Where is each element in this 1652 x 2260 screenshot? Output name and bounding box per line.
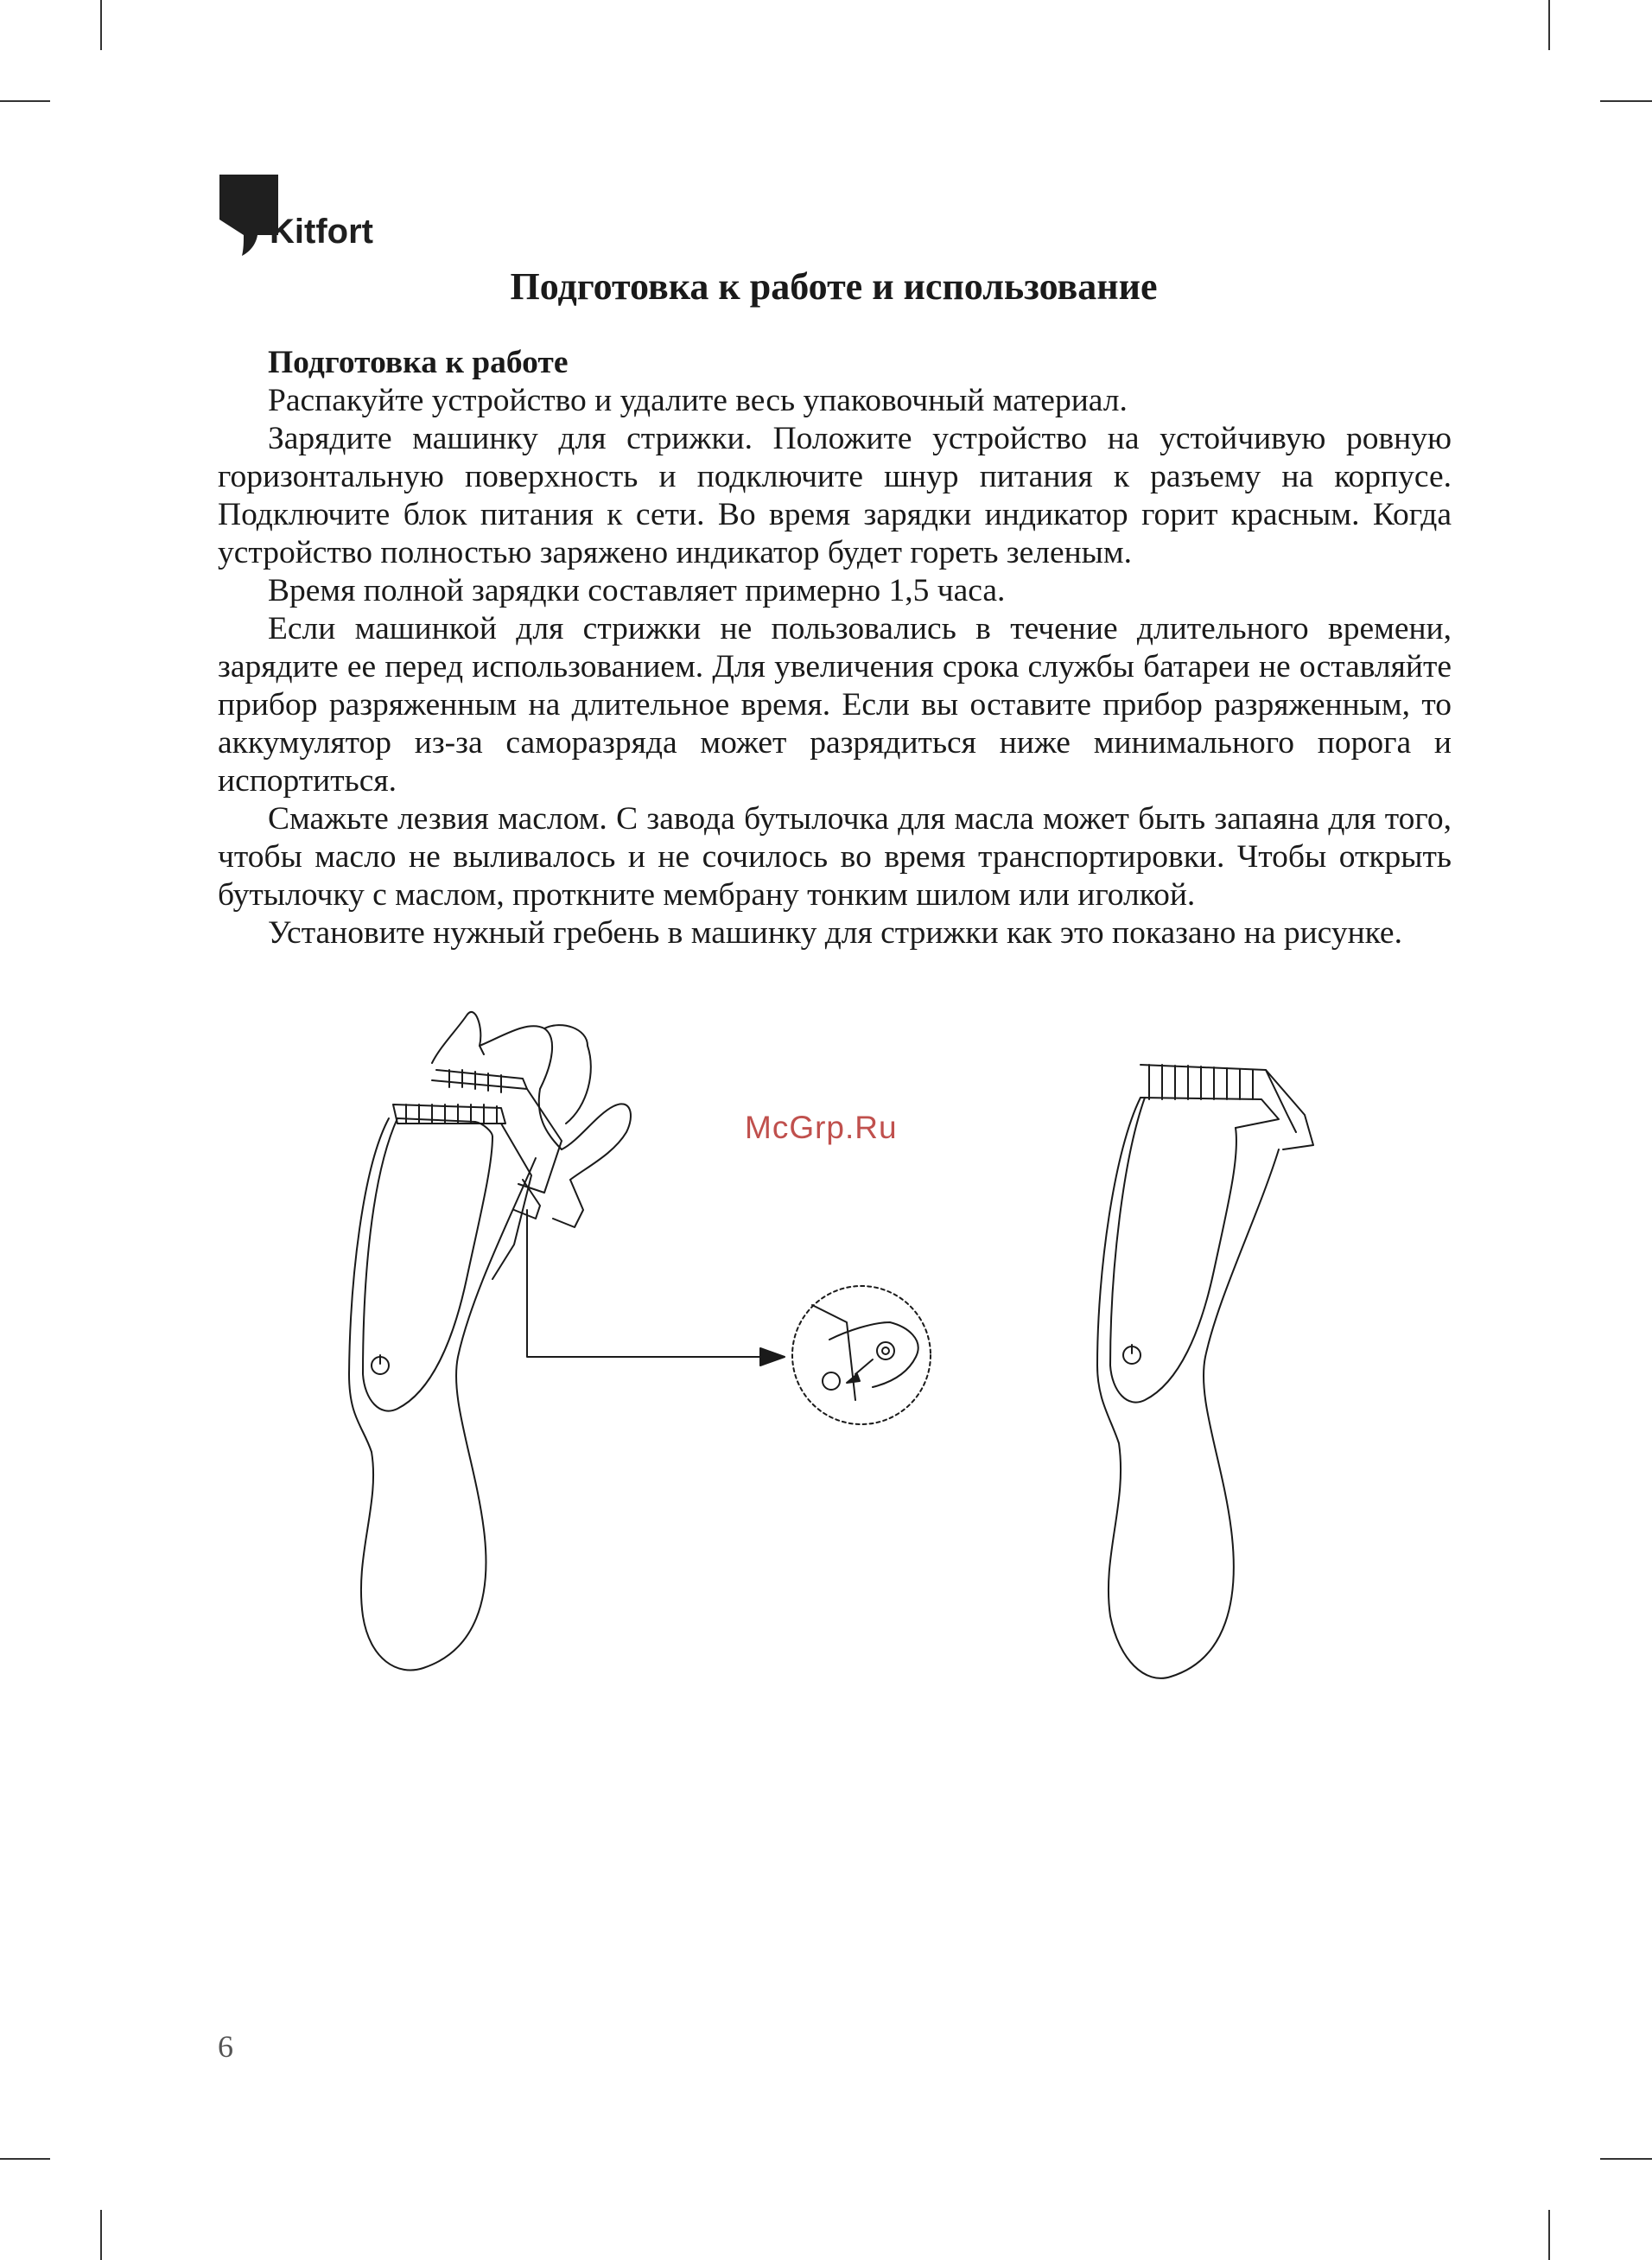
brand-name: Kitfort bbox=[270, 213, 373, 251]
watermark: McGrp.Ru bbox=[745, 1110, 898, 1145]
crop-mark bbox=[1600, 2158, 1652, 2160]
crop-mark bbox=[100, 2210, 102, 2260]
instructions-section bbox=[218, 344, 1452, 952]
paragraph: Распакуйте устройство и удалите весь упаковочный материал. bbox=[268, 383, 1128, 418]
crop-mark bbox=[0, 2158, 50, 2160]
paragraph: Установите нужный гребень в машинку для стрижки как это показано на рисунке. bbox=[268, 915, 1402, 951]
crop-mark bbox=[1548, 0, 1550, 50]
crop-mark bbox=[1548, 2210, 1550, 2260]
paragraph: Зарядите машинку для стрижки. Положите устройство на устойчивую ровную горизонтальную поверхность и подключите шнур питания к разъему на корпусе. Подключите блок питания к сети. Во время зарядки индикатор горит красным. Когда устройство полностью заряжено индикатор будет гореть зеленым. bbox=[218, 421, 1452, 570]
crop-mark bbox=[1600, 100, 1652, 102]
callout-arrow-icon bbox=[527, 1210, 785, 1366]
paragraph: Если машинкой для стрижки не пользовались в течение длительного времени, зарядите ее перед использованием. Для увеличения срока службы батареи не оставляйте прибор разряженным на длительное время. Если вы оставите прибор разряженным, то аккумулятор из-за саморазряда может разрядиться ниже минимального порога и испортиться. bbox=[218, 611, 1452, 799]
crop-mark bbox=[100, 0, 102, 50]
section-heading: Подготовка к работе bbox=[268, 345, 569, 380]
paragraph: Смажьте лезвия маслом. С завода бутылочка для масла может быть запаяна для того, чтобы масло не выливалось и не сочилось во время транспортировки. Чтобы открыть бутылочку с маслом, проткните мембрану тонким шилом или иголкой. bbox=[218, 801, 1452, 913]
page-number: 6 bbox=[218, 2029, 233, 2064]
zoom-detail-icon bbox=[792, 1286, 931, 1424]
comb-installation-illustration bbox=[328, 994, 1365, 1720]
crop-mark bbox=[0, 100, 50, 102]
page-title: Подготовка к работе и использование bbox=[510, 265, 1158, 308]
paragraph: Время полной зарядки составляет примерно 1,5 часа. bbox=[268, 573, 1006, 608]
clipper-with-hand-icon bbox=[349, 1012, 631, 1671]
clipper-with-comb-icon bbox=[1097, 1065, 1313, 1678]
